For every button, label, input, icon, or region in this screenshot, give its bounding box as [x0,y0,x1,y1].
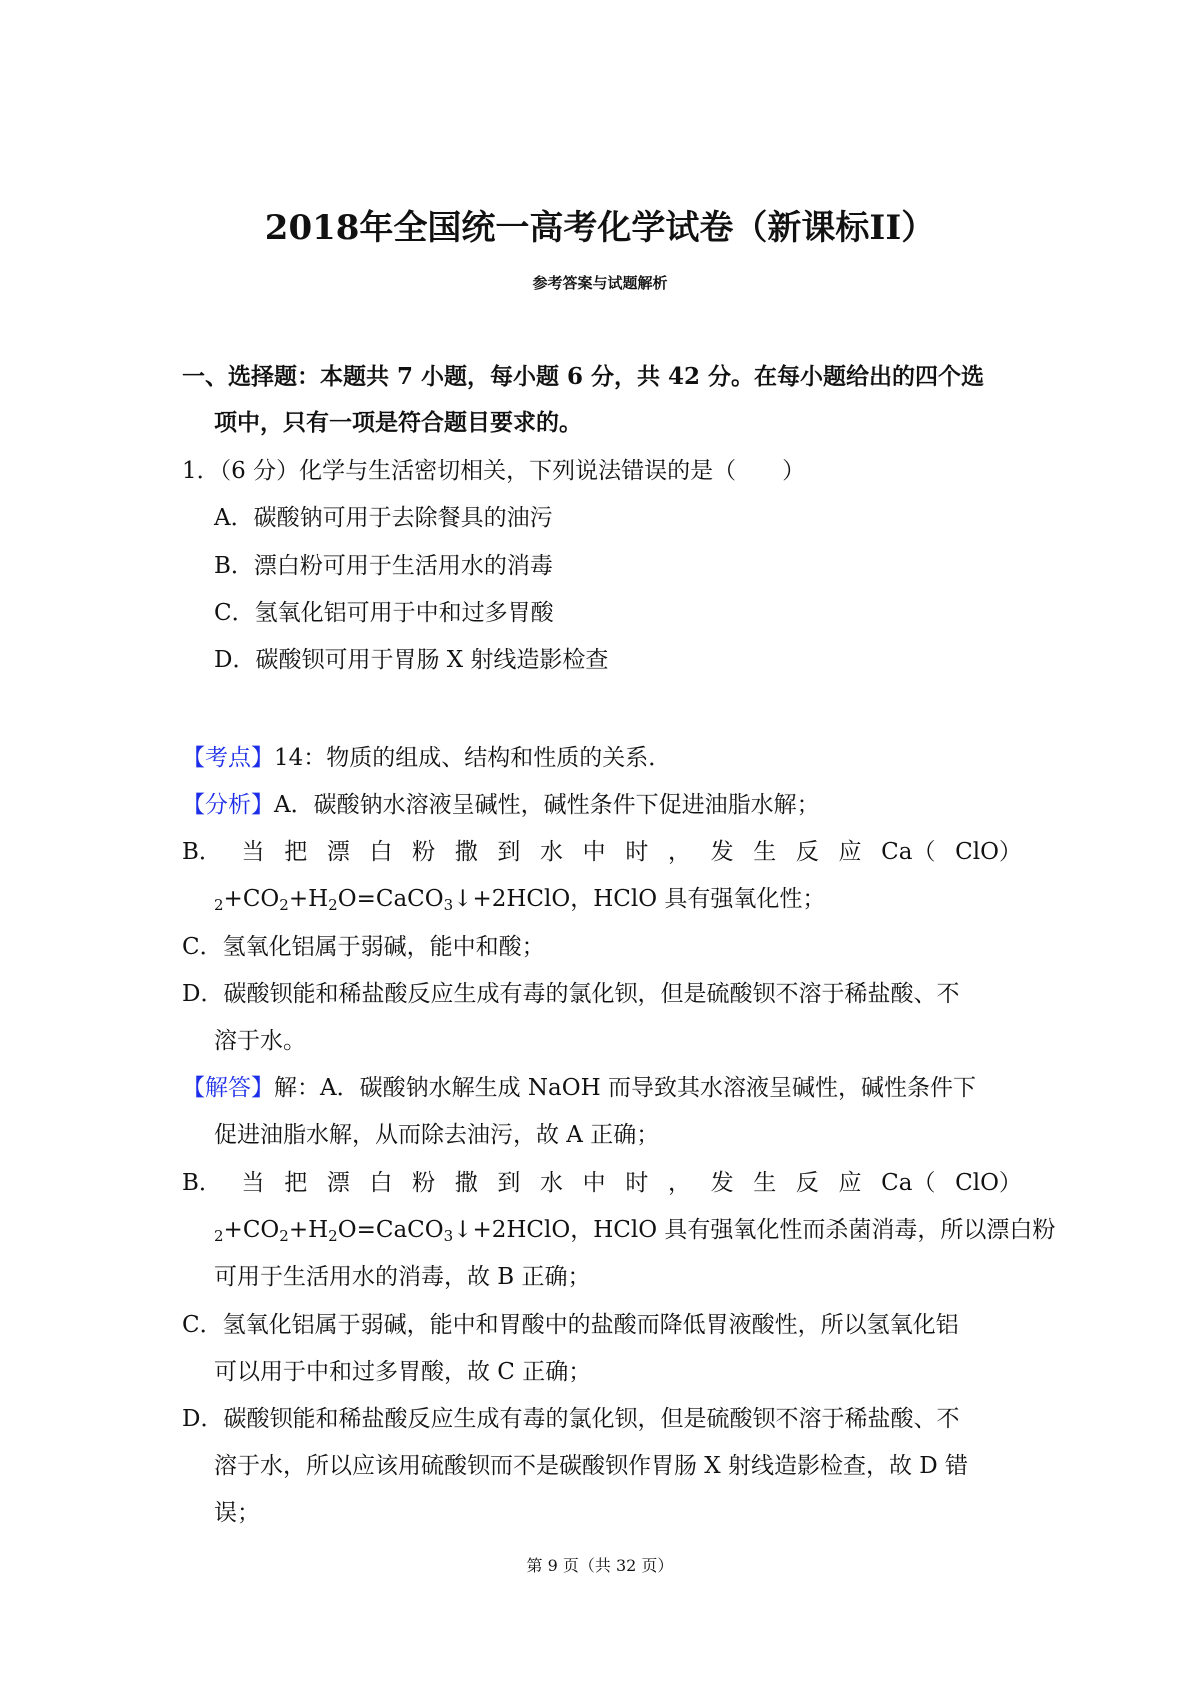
jieda-line-c-2: 可以用于中和过多胃酸，故 C 正确； [214,1359,592,1385]
jieda-b-char: 漂 [326,1170,350,1196]
formula-sub: 3 [443,896,454,914]
formula-part: +H [288,886,329,912]
jieda-a1-text: 解：A．碳酸钠水解生成 NaOH 而导致其水溶液呈碱性，碱性条件下 [274,1075,976,1101]
fenxi-b-char: 到 [497,839,521,865]
kaodian-block [182,743,671,773]
fenxi-b-char: 中 [582,839,606,865]
jieda-line-b-3: 可用于生活用水的消毒，故 B 正确； [214,1264,591,1290]
page-subtitle: 参考答案与试题解析 [532,274,668,292]
jieda-line-d-2: 溶于水，所以应该用硫酸钡而不是碳酸钡作胃肠 X 射线造影检查，故 D 错 [214,1453,969,1479]
fenxi-tag: 【分析】 [182,792,274,818]
fenxi-b-char: 时 [625,839,649,865]
fenxi-a-text: A．碳酸钠水溶液呈碱性，碱性条件下促进油脂水解； [274,792,820,818]
formula-sub: 2 [214,1227,224,1245]
jieda-b-char: 把 [284,1170,308,1196]
page-title: 2018年全国统一高考化学试卷（新课标II） [264,208,936,248]
fenxi-line-d-1: D．碳酸钡能和稀盐酸反应生成有毒的氯化钡，但是硫酸钡不溶于稀盐酸、不 [182,981,960,1007]
formula-sub: 2 [328,1227,338,1245]
jieda-line-d-3: 误； [214,1500,260,1526]
fenxi-b-char: ClO） [955,839,1022,865]
fenxi-b-char: 当 [241,839,265,865]
formula-part: +H [288,1217,329,1243]
option-b: B．漂白粉可用于生活用水的消毒 [214,553,553,579]
fenxi-b-char: 发 [710,839,734,865]
section-heading-line-1: 一、选择题：本题共 7 小题，每小题 6 分，共 42 分。在每小题给出的四个选 [182,363,985,390]
jieda-b-char: B． [182,1170,222,1196]
jieda-line-b [182,1168,1022,1198]
jieda-b-char: 发 [710,1170,734,1196]
jieda-b-char: 反 [795,1170,819,1196]
jieda-line-a-2: 促进油脂水解，从而除去油污，故 A 正确； [214,1122,660,1148]
jieda-b-char: Ca（ [881,1170,936,1196]
jieda-b-char: 生 [753,1170,777,1196]
fenxi-line-a [182,790,820,820]
fenxi-b-char: Ca（ [881,839,936,865]
page-footer: 第 9 页（共 32 页） [526,1556,674,1575]
formula-sub: 3 [443,1227,454,1245]
jieda-line-b-formula [214,1215,1055,1251]
fenxi-b-char: 白 [369,839,393,865]
formula-part: ↓+2HClO [453,886,571,912]
jieda-b-char: 白 [369,1170,393,1196]
formula-sub: 2 [279,1227,289,1245]
fenxi-line-b [182,837,1022,867]
fenxi-b-char: 生 [753,839,777,865]
section-heading-line-2: 项中，只有一项是符合题目要求的。 [214,409,582,436]
fenxi-b-char: B． [182,839,222,865]
jieda-b-char: 到 [497,1170,521,1196]
kaodian-tag: 【考点】 [182,745,274,771]
fenxi-line-b-formula [214,884,825,920]
jieda-b-tail: ，HClO 具有强氧化性而杀菌消毒，所以漂白粉 [570,1217,1056,1243]
fenxi-b-char: 反 [795,839,819,865]
jieda-b-char: 粉 [412,1170,436,1196]
fenxi-b-char: 撒 [454,839,478,865]
jieda-b-char: 中 [582,1170,606,1196]
formula-part: +CO [223,886,280,912]
jieda-line-c-1: C．氢氧化铝属于弱碱，能中和胃酸中的盐酸而降低胃液酸性，所以氢氧化铝 [182,1312,959,1338]
jieda-b-char: 水 [540,1170,564,1196]
option-d: D．碳酸钡可用于胃肠 X 射线造影检查 [214,647,609,673]
jieda-b-char: 应 [838,1170,862,1196]
formula-part: +CO [223,1217,280,1243]
kaodian-text: 14：物质的组成、结构和性质的关系． [274,745,672,771]
option-c: C．氢氧化铝可用于中和过多胃酸 [214,600,554,626]
formula-sub: 2 [214,896,224,914]
jieda-b-char: ClO） [955,1170,1022,1196]
fenxi-line-d-2: 溶于水。 [214,1028,306,1054]
fenxi-b-char: 把 [284,839,308,865]
jieda-b-char: 撒 [454,1170,478,1196]
jieda-tag: 【解答】 [182,1075,274,1101]
formula-sub: 2 [328,896,338,914]
jieda-b-char: ， [667,1170,691,1196]
fenxi-b-tail: ，HClO 具有强氧化性； [570,886,826,912]
fenxi-b-char: 水 [540,839,564,865]
jieda-line-a-1 [182,1073,976,1103]
formula-part: ↓+2HClO [453,1217,571,1243]
fenxi-b-char: 粉 [412,839,436,865]
formula-part: O=CaCO [337,1217,444,1243]
fenxi-b-char: ， [667,839,691,865]
fenxi-b-char: 漂 [326,839,350,865]
formula-part: O=CaCO [337,886,444,912]
jieda-line-d-1: D．碳酸钡能和稀盐酸反应生成有毒的氯化钡，但是硫酸钡不溶于稀盐酸、不 [182,1406,960,1432]
option-a: A．碳酸钠可用于去除餐具的油污 [214,505,553,531]
jieda-b-char: 时 [625,1170,649,1196]
jieda-b-char: 当 [241,1170,265,1196]
question-stem: 1．（6 分）化学与生活密切相关，下列说法错误的是（ ） [182,458,806,484]
fenxi-line-c: C．氢氧化铝属于弱碱，能中和酸； [182,934,545,960]
formula-sub: 2 [279,896,289,914]
fenxi-b-char: 应 [838,839,862,865]
